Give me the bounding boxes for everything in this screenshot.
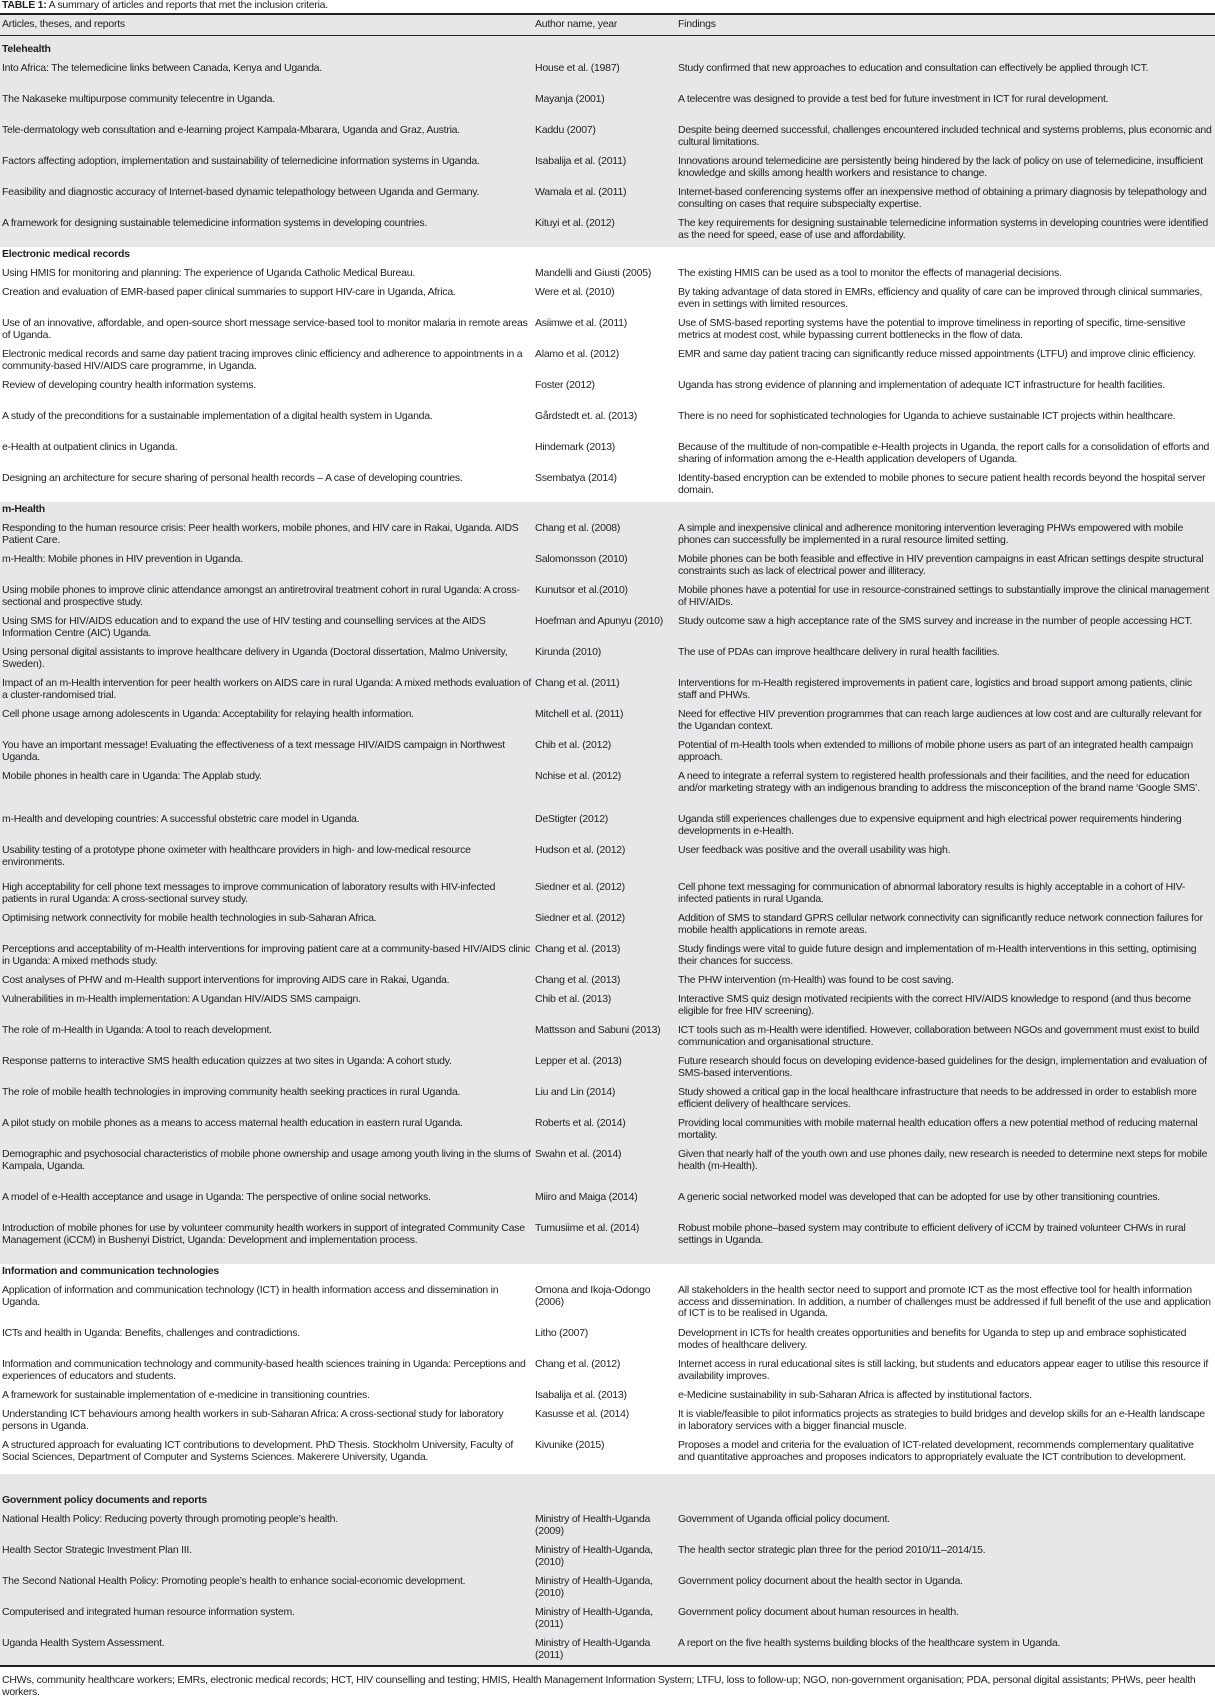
article-title: A framework for sustainable implementation of e-medicine in transitioning countries. (2, 1389, 370, 1401)
findings: Given that nearly half of the youth own and use phones daily, new research is needed to determine next steps for mobile health (m-Health). (678, 1148, 1208, 1172)
table-row (0, 1326, 1215, 1357)
table-row (0, 1116, 1215, 1147)
table-row (0, 1388, 1215, 1407)
findings: There is no need for sophisticated technologies for Uganda to achieve sustainable ICT projects within healthcare. (678, 410, 1176, 422)
table-row (0, 61, 1215, 92)
article-title: High acceptability for cell phone text messages to improve communication of laboratory results with HIV-infected patients in rural Uganda: A cross-sectional survey study. (2, 881, 496, 905)
table-row (0, 521, 1215, 552)
table-row (0, 1221, 1215, 1264)
table-row (0, 583, 1215, 614)
article-title: Usability testing of a prototype phone oximeter with healthcare providers in high- and low-medical resource environments. (2, 844, 471, 868)
table-row (0, 316, 1215, 347)
author-year: Ministry of Health-Uganda (2011) (535, 1637, 651, 1661)
article-title: A model of e-Health acceptance and usage in Uganda: The perspective of online social networks. (2, 1191, 431, 1203)
findings: The existing HMIS can be used as a tool to monitor the effects of managerial decisions. (678, 267, 1062, 279)
article-title: Using SMS for HIV/AIDS education and to expand the use of HIV testing and counselling services at the AIDS Information Centre (AIC) Uganda. (2, 615, 486, 639)
author-year: Ssembatya (2014) (535, 472, 617, 484)
author-year: Chang et al. (2011) (535, 677, 620, 689)
article-title: Mobile phones in health care in Uganda: The Applab study. (2, 770, 262, 782)
author-year: Roberts et al. (2014) (535, 1117, 626, 1129)
section-heading: Telehealth (2, 43, 51, 55)
table-row (0, 1085, 1215, 1116)
findings: Government policy document about the health sector in Uganda. (678, 1575, 963, 1587)
author-year: Litho (2007) (535, 1327, 589, 1339)
author-year: Liu and Lin (2014) (535, 1086, 616, 1098)
findings: e-Medicine sustainability in sub-Saharan Africa is affected by institutional factors. (678, 1389, 1032, 1401)
article-title: Feasibility and diagnostic accuracy of Internet-based dynamic telepathology between Uganda and Germany. (2, 186, 480, 198)
section-3 (0, 1264, 1215, 1474)
author-year: Foster (2012) (535, 379, 595, 391)
article-title: ICTs and health in Uganda: Benefits, challenges and contradictions. (2, 1327, 300, 1339)
author-year: Kaddu (2007) (535, 124, 596, 136)
author-year: Omona and Ikoja-Odongo (2006) (535, 1284, 651, 1308)
findings: Providing local communities with mobile maternal health education offers a new potential method of reducing maternal mortality. (678, 1117, 1198, 1141)
author-year: Isabalija et al. (2011) (535, 155, 626, 167)
author-year: Were et al. (2010) (535, 286, 615, 298)
header-articles: Articles, theses, and reports (2, 18, 125, 30)
caption-label: TABLE 1: (2, 0, 47, 11)
header-author: Author name, year (535, 18, 618, 30)
table-row (0, 1636, 1215, 1665)
table-row (0, 911, 1215, 942)
findings: Internet access in rural educational sites is still lacking, but students and educators appear eager to utilise this resource if availability improves. (678, 1358, 1209, 1382)
author-year: Chang et al. (2012) (535, 1358, 621, 1370)
table-row (0, 1023, 1215, 1054)
article-title: e-Health at outpatient clinics in Uganda. (2, 441, 178, 453)
section-1 (0, 247, 1215, 502)
caption-text: A summary of articles and reports that met the inclusion criteria. (46, 0, 328, 11)
article-title: Cost analyses of PHW and m-Health support interventions for improving AIDS care in Rakai, Uganda. (2, 974, 450, 986)
findings: Government policy document about human resources in health. (678, 1606, 959, 1618)
author-year: Kituyi et al. (2012) (535, 217, 615, 229)
article-title: A pilot study on mobile phones as a means to access maternal health education in eastern rural Uganda. (2, 1117, 463, 1129)
table-row (0, 676, 1215, 707)
article-title: Electronic medical records and same day patient tracing improves clinic efficiency and adherence to appointments in a community-based HIV/AIDS care programme, in Uganda. (2, 348, 523, 372)
author-year: Ministry of Health-Uganda (2009) (535, 1513, 651, 1537)
findings: Internet-based conferencing systems offer an inexpensive method of obtaining a primary diagnosis by telepathology and consulting on cases that require subspecialty expertise. (678, 186, 1207, 210)
article-title: A study of the preconditions for a sustainable implementation of a digital health system in Uganda. (2, 410, 433, 422)
table-row (0, 123, 1215, 154)
author-year: Lepper et al. (2013) (535, 1055, 622, 1067)
findings: Uganda has strong evidence of planning and implementation of adequate ICT infrastructure for health facilities. (678, 379, 1165, 391)
author-year: Wamala et al. (2011) (535, 186, 627, 198)
author-year: Hindemark (2013) (535, 441, 616, 453)
table-row (0, 1283, 1215, 1326)
findings: It is viable/feasible to pilot informatics projects as strategies to build bridges and develop skills for an e-Health landscape in laboratory services with a bigger financial muscle. (678, 1408, 1205, 1432)
findings: The health sector strategic plan three for the period 2010/11–2014/15. (678, 1544, 986, 1556)
author-year: Isabalija et al. (2013) (535, 1389, 627, 1401)
author-year: Salomonsson (2010) (535, 553, 628, 565)
findings: The use of PDAs can improve healthcare delivery in rural health facilities. (678, 646, 1000, 658)
author-year: Chang et al. (2013) (535, 943, 621, 955)
findings: User feedback was positive and the overall usability was high. (678, 844, 951, 856)
article-title: Information and communication technology and community-based health sciences training in Uganda: Perceptions and experiences of educators and students. (2, 1358, 526, 1382)
findings: A simple and inexpensive clinical and adherence monitoring intervention leveraging PHWs empowered with mobile phones can successfully be implemented in a rural resource limited setting. (678, 522, 1184, 546)
findings: Because of the multitude of non-compatible e-Health projects in Uganda, the report calls for a consolidation of efforts and sharing of information among the e-Health application developers of Uganda. (678, 441, 1210, 465)
author-year: DeStigter (2012) (535, 813, 609, 825)
section-heading: m-Health (2, 503, 45, 515)
table-row (0, 812, 1215, 843)
findings: A generic social networked model was developed that can be adopted for use by other transitioning countries. (678, 1191, 1160, 1203)
article-title: Factors affecting adoption, implementation and sustainability of telemedicine information systems in Uganda. (2, 155, 480, 167)
article-title: Understanding ICT behaviours among health workers in sub-Saharan Africa: A cross-sectional study for laboratory persons in Uganda. (2, 1408, 504, 1432)
author-year: House et al. (1987) (535, 62, 620, 74)
article-title: Using personal digital assistants to improve healthcare delivery in Uganda (Doctoral dissertation, Malmo University, Sweden). (2, 646, 508, 670)
table-row (0, 992, 1215, 1023)
findings: Innovations around telemedicine are persistently being hindered by the lack of policy on use of telemedicine, insufficient knowledge and skills among health workers and resistance to change. (678, 155, 1203, 179)
table-row (0, 347, 1215, 378)
article-title: Demographic and psychosocial characteristics of mobile phone ownership and usage among youth living in the slums of Kampala, Uganda. (2, 1148, 531, 1172)
article-title: Using mobile phones to improve clinic attendance amongst an antiretroviral treatment cohort in rural Uganda: A cross-sectional and prospective study. (2, 584, 520, 608)
findings: A need to integrate a referral system to registered health professionals and their facilities, and the need for education and/or marketing strategy with an indigenous branding to address the misconception of the brand name ‘Google SMS’. (678, 770, 1200, 794)
table-row (0, 1512, 1215, 1543)
author-year: Mattsson and Sabuni (2013) (535, 1024, 661, 1036)
findings: Mobile phones have a potential for use in resource-constrained settings to substantially improve the clinical management of HIV/AIDs. (678, 584, 1209, 608)
table-row (0, 769, 1215, 812)
article-title: Responding to the human resource crisis: Peer health workers, mobile phones, and HIV care in Rakai, Uganda. AIDS Patient Care. (2, 522, 519, 546)
article-title: Optimising network connectivity for mobile health technologies in sub-Saharan Africa. (2, 912, 377, 924)
table-row (0, 645, 1215, 676)
author-year: Chang et al. (2013) (535, 974, 621, 986)
article-title: A framework for designing sustainable telemedicine information systems in developing countries. (2, 217, 428, 229)
section-2 (0, 502, 1215, 1264)
findings: Mobile phones can be both feasible and effective in HIV prevention campaigns in east African settings despite structural constraints such as lack of electrical power and illiteracy. (678, 553, 1204, 577)
table-row (0, 266, 1215, 285)
table-row (0, 1357, 1215, 1388)
findings: Study outcome saw a high acceptance rate of the SMS survey and increase in the number of people accessing HCT. (678, 615, 1193, 627)
author-year: Mayanja (2001) (535, 93, 605, 105)
section-4 (0, 1474, 1215, 1667)
article-title: Computerised and integrated human resource information system. (2, 1606, 295, 1618)
findings: ICT tools such as m-Health were identified. However, collaboration between NGOs and government must exist to build communication and organisational structure. (678, 1024, 1200, 1048)
author-year: Kirunda (2010) (535, 646, 601, 658)
author-year: Ministry of Health-Uganda, (2010) (535, 1544, 653, 1568)
author-year: Swahn et al. (2014) (535, 1148, 622, 1160)
article-title: Cell phone usage among adolescents in Uganda: Acceptability for relaying health information. (2, 708, 414, 720)
author-year: Ministry of Health-Uganda, (2011) (535, 1606, 653, 1630)
findings: By taking advantage of data stored in EMRs, efficiency and quality of care can be improved through clinical summaries, even in settings with limited resources. (678, 286, 1203, 310)
findings: Study confirmed that new approaches to education and consultation can effectively be applied through ICT. (678, 62, 1149, 74)
author-year: Kivunike (2015) (535, 1439, 605, 1451)
findings: Cell phone text messaging for communication of abnormal laboratory results is highly acceptable in a cohort of HIV-infected patients in rural Uganda. (678, 881, 1186, 905)
table-row (0, 843, 1215, 880)
article-title: Tele-dermatology web consultation and e-learning project Kampala-Mbarara, Uganda and Graz, Austria. (2, 124, 460, 136)
findings: Study showed a critical gap in the local healthcare infrastructure that needs to be addressed in order to establish more efficient delivery of healthcare services. (678, 1086, 1197, 1110)
findings: Study findings were vital to guide future design and implementation of m-Health interventions in this setting, optimising their chances for success. (678, 943, 1197, 967)
author-year: Siedner et al. (2012) (535, 912, 625, 924)
findings: The key requirements for designing sustainable telemedicine information systems in developing countries were identified as the need for speed, ease of use and affordability. (678, 217, 1208, 241)
table-row (0, 1147, 1215, 1190)
findings: EMR and same day patient tracing can significantly reduce missed appointments (LTFU) and improve clinic efficiency. (678, 348, 1196, 360)
article-title: Designing an architecture for secure sharing of personal health records – A case of developing countries. (2, 472, 463, 484)
table-row (0, 738, 1215, 769)
section-heading: Government policy documents and reports (2, 1494, 207, 1506)
findings: All stakeholders in the health sector need to support and promote ICT as the most effective tool for health information access and dissemination. In addition, a number of challenges must be addressed if full benefit of the use and application of ICT is to be realised in Uganda. (678, 1284, 1211, 1320)
table-row (0, 440, 1215, 471)
table-caption (2, 0, 328, 13)
findings: Government of Uganda official policy document. (678, 1513, 890, 1525)
author-year: Asiimwe et al. (2011) (535, 317, 628, 329)
table-row (0, 973, 1215, 992)
author-year: Chib et al. (2012) (535, 739, 612, 751)
table-row (0, 1054, 1215, 1085)
author-year: Mandelli and Giusti (2005) (535, 267, 652, 279)
findings: A telecentre was designed to provide a test bed for future investment in ICT for rural development. (678, 93, 1109, 105)
section-heading: Electronic medical records (2, 248, 130, 260)
table-row (0, 216, 1215, 247)
table-row (0, 1407, 1215, 1438)
table-row (0, 185, 1215, 216)
table-row (0, 1574, 1215, 1605)
table-row (0, 552, 1215, 583)
author-year: Mitchell et al. (2011) (535, 708, 624, 720)
table-row (0, 285, 1215, 316)
findings: Potential of m-Health tools when extended to millions of mobile phone users as part of an integrated health campaign approach. (678, 739, 1193, 763)
findings: Future research should focus on developing evidence-based guidelines for the design, implementation and evaluation of SMS-based interventions. (678, 1055, 1207, 1079)
article-title: The role of m-Health in Uganda: A tool to reach development. (2, 1024, 272, 1036)
author-year: Kasusse et al. (2014) (535, 1408, 629, 1420)
author-year: Chib et al. (2013) (535, 993, 612, 1005)
article-title: The Nakaseke multipurpose community telecentre in Uganda. (2, 93, 275, 105)
findings: Need for effective HIV prevention programmes that can reach large audiences at low cost and are culturally relevant for the Ugandan context. (678, 708, 1202, 732)
findings: Use of SMS-based reporting systems have the potential to improve timeliness in reporting of specific, time-sensitive metrics at modest cost, while bypassing current bottlenecks in the flow of data. (678, 317, 1186, 341)
findings: Addition of SMS to standard GPRS cellular network connectivity can significantly reduce network connection failures for mobile health applications in remote areas. (678, 912, 1203, 936)
table-row (0, 1438, 1215, 1474)
article-title: m-Health: Mobile phones in HIV prevention in Uganda. (2, 553, 243, 565)
findings: Interventions for m-Health registered improvements in patient care, logistics and broad support among patients, clinic staff and PHWs. (678, 677, 1192, 701)
article-title: Introduction of mobile phones for use by volunteer community health workers in support of integrated Community Case Management (iCCM) in Bushenyi District, Uganda: Development and implementation process. (2, 1222, 525, 1246)
table-row (0, 1605, 1215, 1636)
article-title: Vulnerabilities in m-Health implementation: A Ugandan HIV/AIDS SMS campaign. (2, 993, 361, 1005)
article-title: m-Health and developing countries: A successful obstetric care model in Uganda. (2, 813, 360, 825)
author-year: Miiro and Maiga (2014) (535, 1191, 638, 1203)
article-title: Use of an innovative, affordable, and open-source short message service-based tool to monitor malaria in remote areas of Uganda. (2, 317, 528, 341)
section-heading: Information and communication technologies (2, 1265, 220, 1277)
article-title: The role of mobile health technologies in improving community health seeking practices in rural Uganda. (2, 1086, 461, 1098)
author-year: Hudson et al. (2012) (535, 844, 626, 856)
table-row (0, 1543, 1215, 1574)
author-year: Nchise et al. (2012) (535, 770, 622, 782)
findings: Interactive SMS quiz design motivated recipients with the correct HIV/AIDS knowledge to respond (and thus become eligible for free HIV screening). (678, 993, 1192, 1017)
table-row (0, 92, 1215, 123)
article-title: Perceptions and acceptability of m-Health interventions for improving patient care at a community-based HIV/AIDS clinic in Uganda: A mixed methods study. (2, 943, 531, 967)
article-title: The Second National Health Policy: Promoting people’s health to enhance social-economic development. (2, 1575, 466, 1587)
article-title: Application of information and communication technology (ICT) in health information access and dissemination in Uganda. (2, 1284, 499, 1308)
findings: Uganda still experiences challenges due to expensive equipment and high electrical power requirements hindering developments in e-Health. (678, 813, 1182, 837)
article-title: Review of developing country health information systems. (2, 379, 256, 391)
author-year: Tumusiime et al. (2014) (535, 1222, 640, 1234)
author-year: Chang et al. (2008) (535, 522, 621, 534)
section-0 (0, 36, 1215, 247)
table-row (0, 471, 1215, 502)
article-title: Into Africa: The telemedicine links between Canada, Kenya and Uganda. (2, 62, 322, 74)
table-header (0, 15, 1215, 36)
author-year: Siedner et al. (2012) (535, 881, 625, 893)
table-row (0, 409, 1215, 440)
findings: Despite being deemed successful, challenges encountered included technical and systems problems, plus economic and cultural limitations. (678, 124, 1212, 148)
table-footnote: CHWs, community healthcare workers; EMRs, electronic medical records; HCT, HIV counselling and testing; HMIS, Health Management Information System; LTFU, loss to follow-up; NGO, non-government organisation; PDA, personal digital assistants; PHWs, peer health workers. (2, 1674, 1196, 1698)
findings: Proposes a model and criteria for the evaluation of ICT-related development, recommends complementary qualitative and quantitative approaches and proposes indicators to appropriately evaluate the ICT contribution to development. (678, 1439, 1194, 1463)
author-year: Alamo et al. (2012) (535, 348, 619, 360)
article-title: A structured approach for evaluating ICT contributions to development. PhD Thesis. Stockholm University, Faculty of Social Sciences, Department of Computer and Systems Sciences. Makerere University, Uganda. (2, 1439, 514, 1463)
article-title: Health Sector Strategic Investment Plan III. (2, 1544, 192, 1556)
findings: Development in ICTs for health creates opportunities and benefits for Uganda to step up and embrace sophisticated modes of healthcare delivery. (678, 1327, 1187, 1351)
findings: The PHW intervention (m-Health) was found to be cost saving. (678, 974, 954, 986)
findings: A report on the five health systems building blocks of the healthcare system in Uganda. (678, 1637, 1061, 1649)
article-title: Impact of an m-Health intervention for peer health workers on AIDS care in rural Uganda: A mixed methods evaluation of a cluster-randomised trial. (2, 677, 532, 701)
table-row (0, 707, 1215, 738)
author-year: Gårdstedt et. al. (2013) (535, 410, 637, 422)
findings: Identity-based encryption can be extended to mobile phones to secure patient health records beyond the hospital server domain. (678, 472, 1206, 496)
article-title: Uganda Health System Assessment. (2, 1637, 165, 1649)
article-title: Using HMIS for monitoring and planning: The experience of Uganda Catholic Medical Bureau. (2, 267, 415, 279)
findings: Robust mobile phone–based system may contribute to efficient delivery of iCCM by trained volunteer CHWs in rural settings in Uganda. (678, 1222, 1186, 1246)
article-title: Response patterns to interactive SMS health education quizzes at two sites in Uganda: A cohort study. (2, 1055, 452, 1067)
table-row (0, 378, 1215, 409)
article-title: Creation and evaluation of EMR-based paper clinical summaries to support HIV-care in Uganda, Africa. (2, 286, 456, 298)
summary-table (0, 13, 1215, 1667)
table-row (0, 154, 1215, 185)
article-title: National Health Policy: Reducing poverty through promoting people’s health. (2, 1513, 338, 1525)
table-row (0, 1190, 1215, 1221)
header-findings: Findings (678, 18, 716, 30)
author-year: Hoefman and Apunyu (2010) (535, 615, 664, 627)
table-row (0, 942, 1215, 973)
article-title: You have an important message! Evaluating the effectiveness of a text message HIV/AIDS campaign in Northwest Uganda. (2, 739, 505, 763)
author-year: Kunutsor et al.(2010) (535, 584, 628, 596)
table-row (0, 614, 1215, 645)
author-year: Ministry of Health-Uganda, (2010) (535, 1575, 653, 1599)
table-row (0, 880, 1215, 911)
